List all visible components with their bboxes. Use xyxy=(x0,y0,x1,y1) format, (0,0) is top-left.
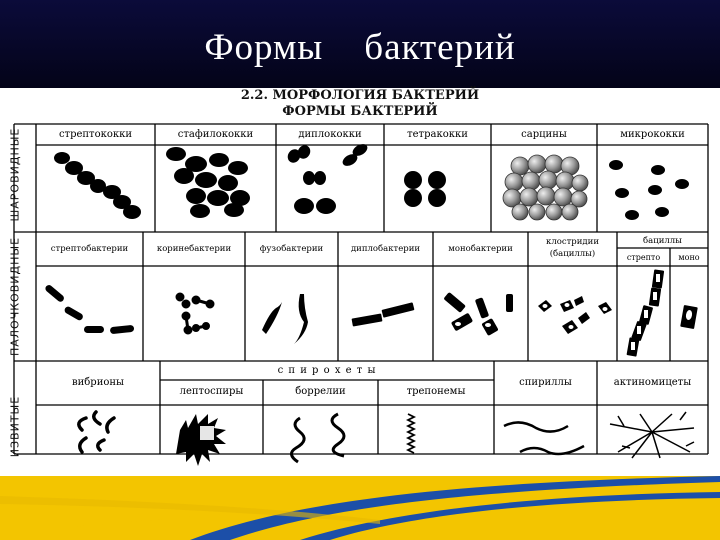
clostridia-drawing xyxy=(538,296,612,334)
label-actinomycetes: актиномицеты xyxy=(613,377,692,388)
treponema-drawing xyxy=(408,414,414,453)
bacilli-mono-drawing xyxy=(680,305,698,329)
micrococci-drawing xyxy=(609,160,689,220)
row-label-spherical: ШАРОВИДНЫЕ xyxy=(8,127,22,222)
label-diplobacteria: диплобактерии xyxy=(350,244,421,254)
label-streptobacteria: стрептобактерии xyxy=(50,244,129,254)
tetracocci-drawing xyxy=(404,171,446,207)
label-borrelia: боррелии xyxy=(295,386,346,397)
table-heading-1: 2.2. МОРФОЛОГИЯ БАКТЕРИЙ xyxy=(240,88,480,103)
label-vibrios: вибрионы xyxy=(71,377,125,388)
label-clostridia: клостридии xyxy=(546,237,599,247)
label-monobacteria: монобактерии xyxy=(448,244,513,254)
decorative-stripe xyxy=(0,476,720,540)
corynebacteria-drawing xyxy=(176,293,214,334)
streptococci-drawing xyxy=(54,152,141,219)
label-bacilli: бациллы xyxy=(643,236,682,246)
label-fusobacteria: фузобактерии xyxy=(259,244,324,254)
diplobacteria-drawing xyxy=(352,302,415,326)
label-micrococci: микрококки xyxy=(620,129,685,140)
streptobacteria-drawing xyxy=(44,284,134,335)
leptospira-drawing xyxy=(176,414,226,466)
label-clostridia-note: (бациллы) xyxy=(549,249,596,259)
label-spirilla: спириллы xyxy=(519,377,572,388)
label-bacilli-mono: моно xyxy=(678,253,700,262)
actinomycetes-drawing xyxy=(610,412,694,458)
row-label-rod: ПАЛОЧКОВИДНЫЕ xyxy=(8,236,22,357)
label-corynebacteria: коринебактерии xyxy=(156,244,232,254)
label-diplococci: диплококки xyxy=(298,129,362,140)
vibrios-drawing xyxy=(79,412,114,452)
staphylococci-drawing xyxy=(166,147,250,218)
spirilla-drawing xyxy=(504,422,584,454)
monobacteria-drawing xyxy=(443,292,513,336)
slide-title: Формы бактерий xyxy=(204,27,516,68)
label-bacilli-strepto: стрепто xyxy=(626,253,661,262)
label-streptococci: стрептококки xyxy=(58,129,133,140)
fusobacteria-drawing xyxy=(262,294,308,344)
borrelia-drawing xyxy=(291,414,344,462)
label-treponema: трепонемы xyxy=(406,386,466,397)
label-spirochetes: с п и р о х е т ы xyxy=(277,365,377,376)
label-sarcina: сарцины xyxy=(521,129,567,140)
sarcina-drawing xyxy=(503,155,588,220)
label-leptospira: лептоспиры xyxy=(179,386,244,397)
row-label-curved: ИЗВИТЫЕ xyxy=(8,395,22,458)
label-staphylococci: стафилококки xyxy=(177,129,254,140)
label-tetracocci: тетракокки xyxy=(407,129,468,140)
diplococci-drawing xyxy=(285,142,369,214)
bacilli-strepto-drawing xyxy=(627,269,665,356)
table-heading-2: ФОРМЫ БАКТЕРИЙ xyxy=(282,104,438,119)
